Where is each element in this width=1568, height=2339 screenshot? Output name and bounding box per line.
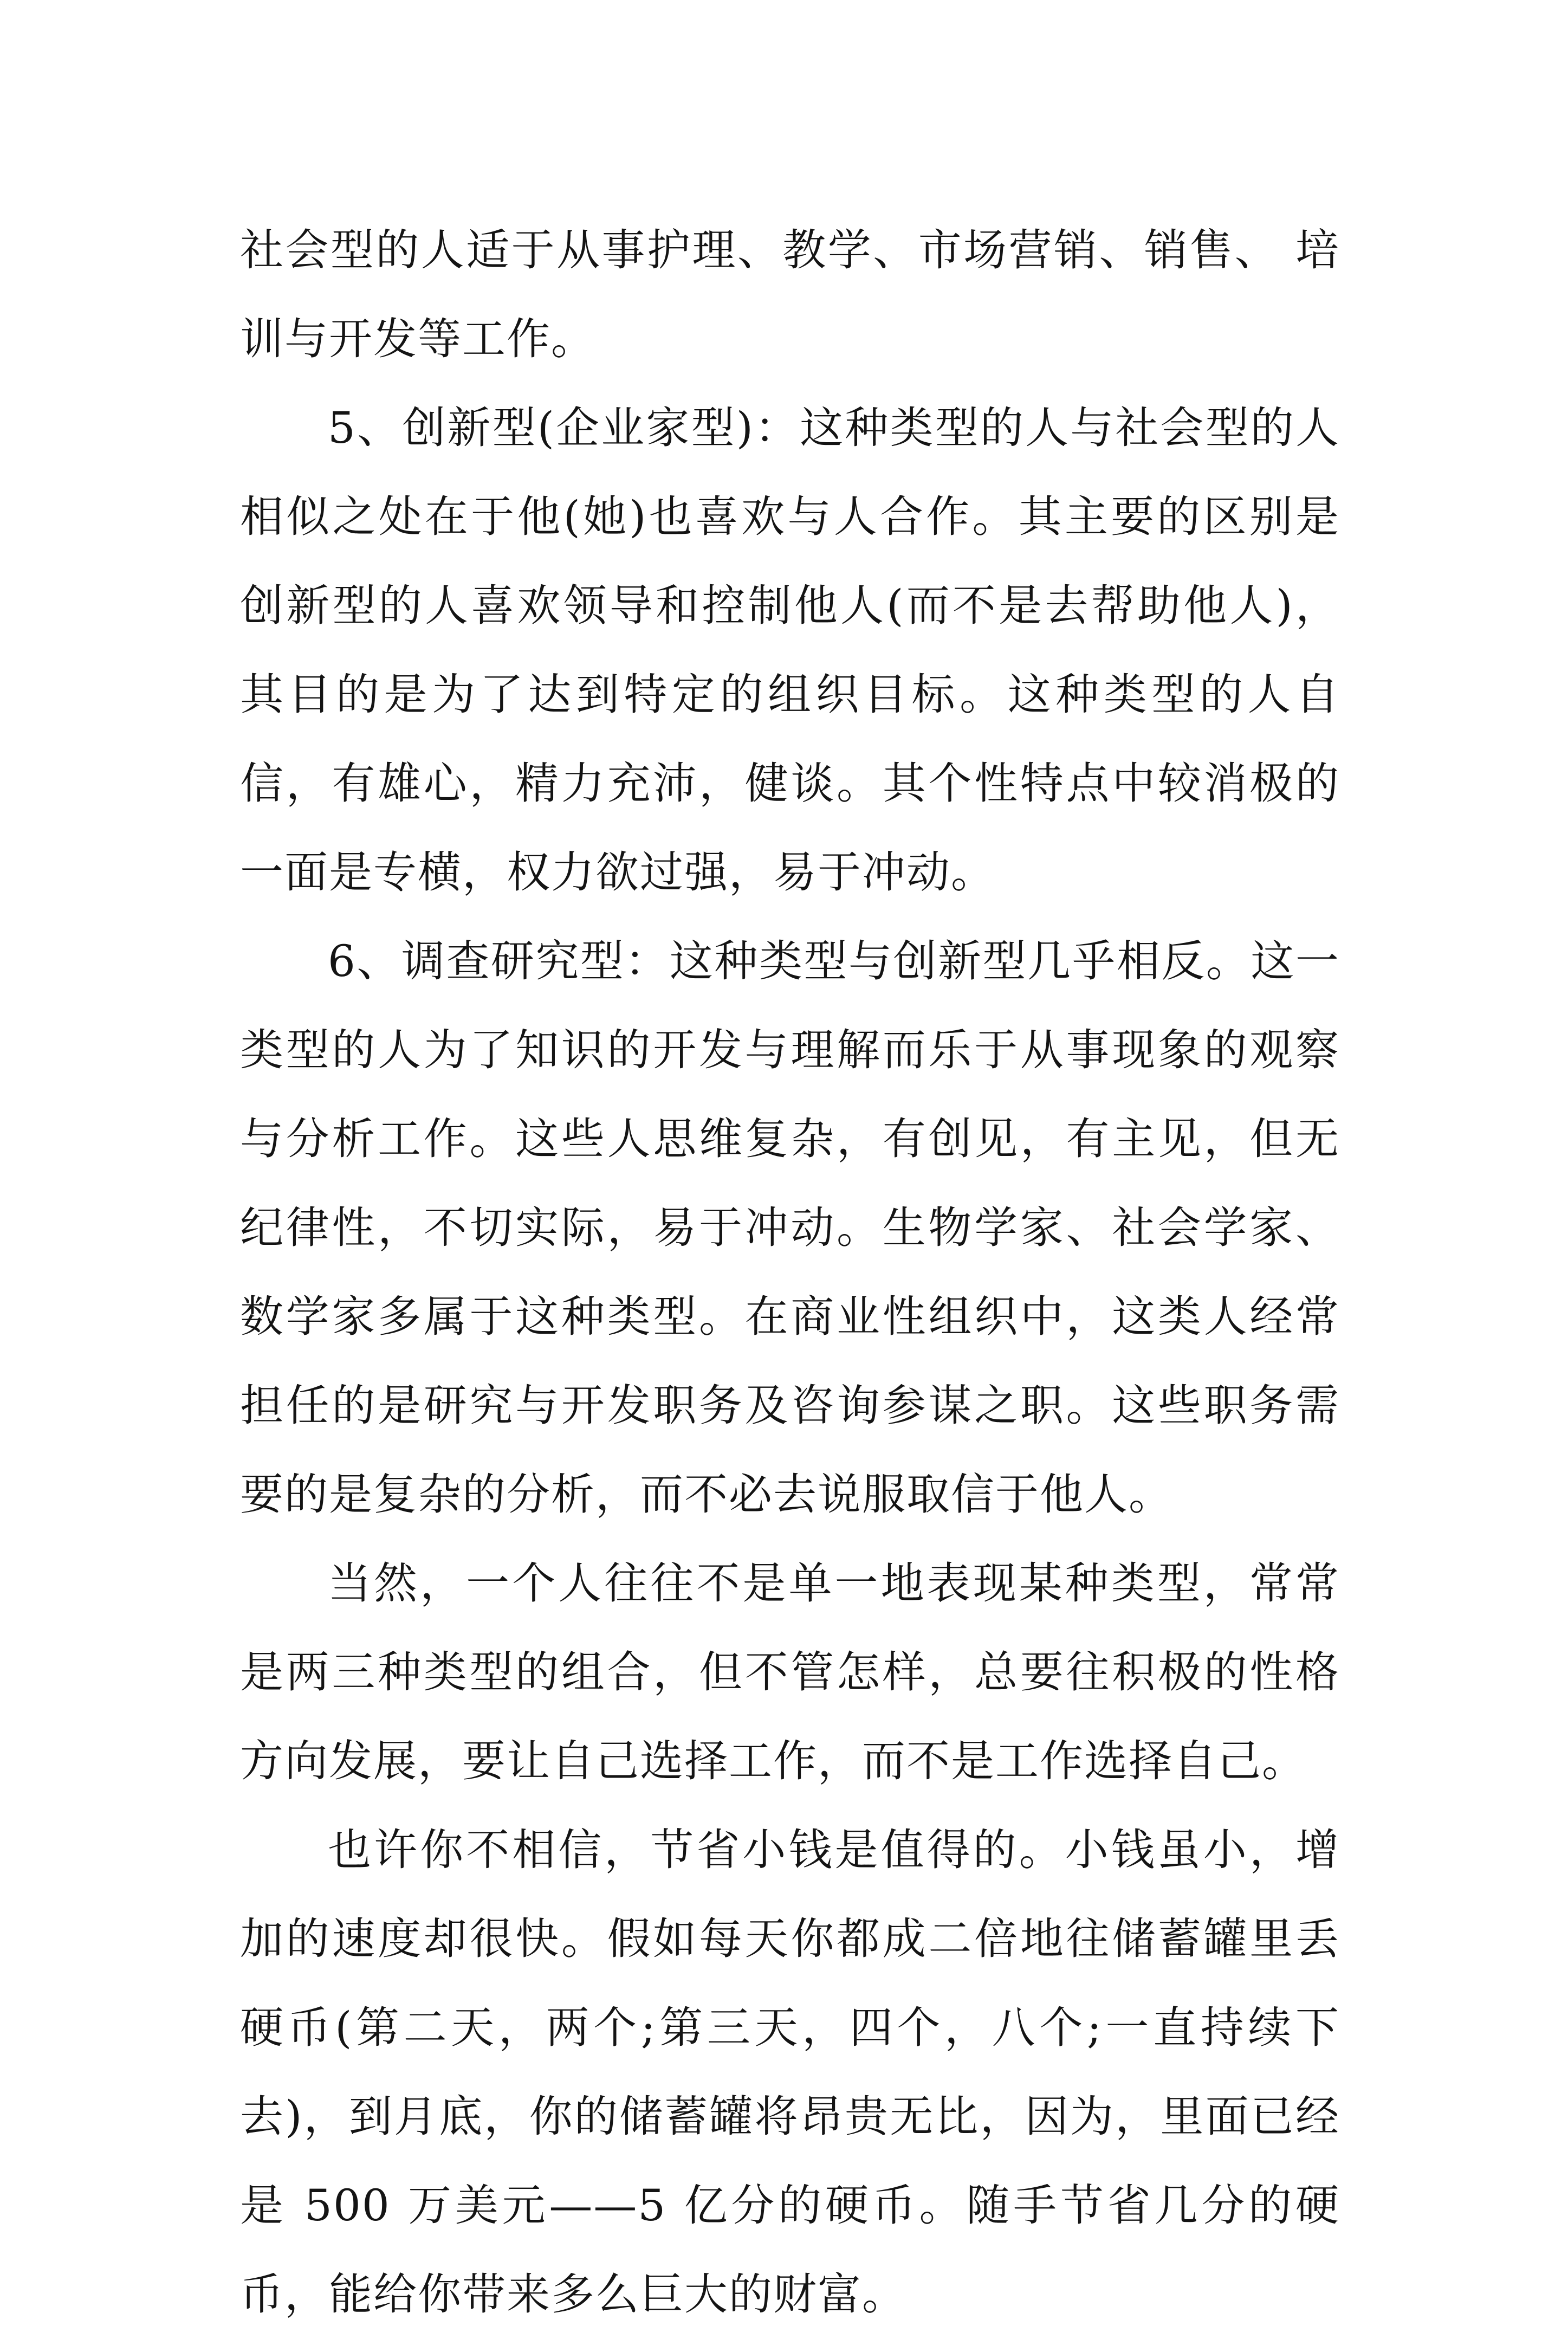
paragraph-investigative-type: 6、调查研究型：这种类型与创新型几乎相反。这一类型的人为了知识的开发与理解而乐于从事现象的观察与分析工作。这些人思维复杂，有创见，有主见，但无纪律性，不切实际，易于冲动。生物学家、社会学家、数学家多属于这种类型。在商业性组织中，这类人经常担任的是研究与开发职务及咨询参谋之职。这些职务需要的是复杂的分析，而不必去说服取信于他人。 [240,936,1340,1520]
paragraph-enterprising-type: 5、创新型(企业家型)：这种类型的人与社会型的人相似之处在于他(她)也喜欢与人合作。其主要的区别是创新型的人喜欢领导和控制他人(而不是去帮助他人)，其目的是为了达到特定的组织目标。这种类型的人自信，有雄心，精力充沛，健谈。其个性特点中较消极的一面是专横，权力欲过强，易于冲动。 [240,403,1340,897]
document-body [240,206,1340,2339]
paragraph-saving-coins: 也许你不相信，节省小钱是值得的。小钱虽小，增加的速度却很快。假如每天你都成二倍地往储蓄罐里丢硬币(第二天，两个;第三天，四个，八个;一直持续下去)，到月底，你的储蓄罐将昂贵无比，因为，里面已经是 500 万美元——5 亿分的硬币。随手节省几分的硬币，能给你带来多么巨大的财富。 [240,1825,1340,2319]
paragraph-social-type-continuation: 社会型的人适于从事护理、教学、市场营销、销售、 培训与开发等工作。 [240,225,1340,364]
paragraph-type-combination: 当然，一个人往往不是单一地表现某种类型，常常是两三种类型的组合，但不管怎样，总要往积极的性格方向发展，要让自己选择工作，而不是工作选择自己。 [240,1558,1340,1786]
